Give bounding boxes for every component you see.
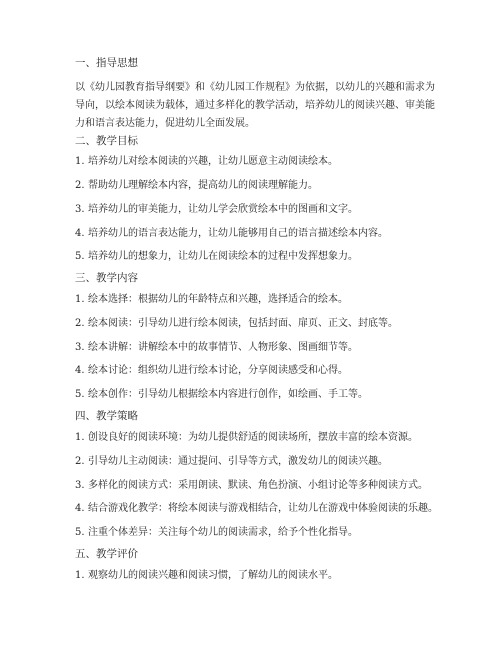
list-item-text: 培养幼儿的想象力，让幼儿在阅读绘本的过程中发挥想象力。 xyxy=(88,251,358,262)
list-item-number: 5. xyxy=(75,527,85,538)
list-item-text: 培养幼儿的语言表达能力，让幼儿能够用自己的语言描述绘本内容。 xyxy=(88,228,388,239)
list-item xyxy=(75,203,358,217)
list-item-number: 5. xyxy=(75,389,85,400)
list-item xyxy=(75,250,358,264)
list-item-number: 1. xyxy=(75,570,85,581)
list-item-number: 4. xyxy=(75,228,85,239)
list-item-text: 绘本阅读：引导幼儿进行绘本阅读，包括封面、扉页、正文、封底等。 xyxy=(88,318,398,329)
list-item xyxy=(75,569,338,583)
list-item-text: 帮助幼儿理解绘本内容，提高幼儿的阅读理解能力。 xyxy=(88,180,318,191)
list-item xyxy=(75,526,358,540)
list-item xyxy=(75,179,318,193)
list-item-text: 绘本选择：根据幼儿的年龄特点和兴趣，选择适合的绘本。 xyxy=(88,294,348,305)
list-item-number: 1. xyxy=(75,156,85,167)
list-item-number: 3. xyxy=(75,204,85,215)
list-item xyxy=(75,364,348,378)
list-item-number: 3. xyxy=(75,342,85,353)
list-item-text: 绘本讲解：讲解绘本中的故事情节、人物形象、图画细节等。 xyxy=(88,342,358,353)
list-item xyxy=(75,227,388,241)
list-item-number: 2. xyxy=(75,318,85,329)
list-item xyxy=(75,155,338,169)
list-item-number: 2. xyxy=(75,456,85,467)
list-item-number: 5. xyxy=(75,251,85,262)
list-item xyxy=(75,479,428,493)
list-item xyxy=(75,341,358,355)
list-item-number: 4. xyxy=(75,365,85,376)
list-item-text: 观察幼儿的阅读兴趣和阅读习惯，了解幼儿的阅读水平。 xyxy=(88,570,338,581)
list-item xyxy=(75,388,368,402)
list-item-number: 2. xyxy=(75,180,85,191)
section-heading-guiding-ideology: 一、指导思想 xyxy=(75,57,138,69)
list-item-text: 创设良好的阅读环境：为幼儿提供舒适的阅读场所，摆放丰富的绘本资源。 xyxy=(88,432,418,443)
list-item xyxy=(75,317,398,331)
list-item-number: 4. xyxy=(75,503,85,514)
list-item-number: 1. xyxy=(75,294,85,305)
list-item-text: 注重个体差异：关注每个幼儿的阅读需求，给予个性化指导。 xyxy=(88,527,358,538)
list-item-text: 培养幼儿的审美能力，让幼儿学会欣赏绘本中的图画和文字。 xyxy=(88,204,358,215)
section-heading-teaching-evaluation: 五、教学评价 xyxy=(75,548,138,560)
list-item-text: 引导幼儿主动阅读：通过提问、引导等方式，激发幼儿的阅读兴趣。 xyxy=(88,456,388,467)
section-heading-teaching-strategy: 四、教学策略 xyxy=(75,410,138,422)
list-item-text: 培养幼儿对绘本阅读的兴趣，让幼儿愿意主动阅读绘本。 xyxy=(88,156,338,167)
list-item xyxy=(75,502,438,516)
list-item xyxy=(75,293,348,307)
section-heading-teaching-goals: 二、教学目标 xyxy=(75,135,138,147)
list-item-text: 绘本讨论：组织幼儿进行绘本讨论，分享阅读感受和心得。 xyxy=(88,365,348,376)
guiding-ideology-paragraph: 以《幼儿园教育指导纲要》和《幼儿园工作规程》为依据，以幼儿的兴趣和需求为导向，以绘本阅读为载体，通过多样化的教学活动，培养幼儿的阅读兴趣、审美能力和语言表达能力，促进幼儿全面发展。 xyxy=(75,82,435,129)
list-item-text: 绘本创作：引导幼儿根据绘本内容进行创作，如绘画、手工等。 xyxy=(88,389,368,400)
list-item xyxy=(75,431,418,445)
section-heading-teaching-content: 三、教学内容 xyxy=(75,272,138,284)
list-item-text: 多样化的阅读方式：采用朗读、默读、角色扮演、小组讨论等多种阅读方式。 xyxy=(88,480,428,491)
list-item-text: 结合游戏化教学：将绘本阅读与游戏相结合，让幼儿在游戏中体验阅读的乐趣。 xyxy=(88,503,438,514)
list-item-number: 1. xyxy=(75,432,85,443)
list-item-number: 3. xyxy=(75,480,85,491)
list-item xyxy=(75,455,388,469)
